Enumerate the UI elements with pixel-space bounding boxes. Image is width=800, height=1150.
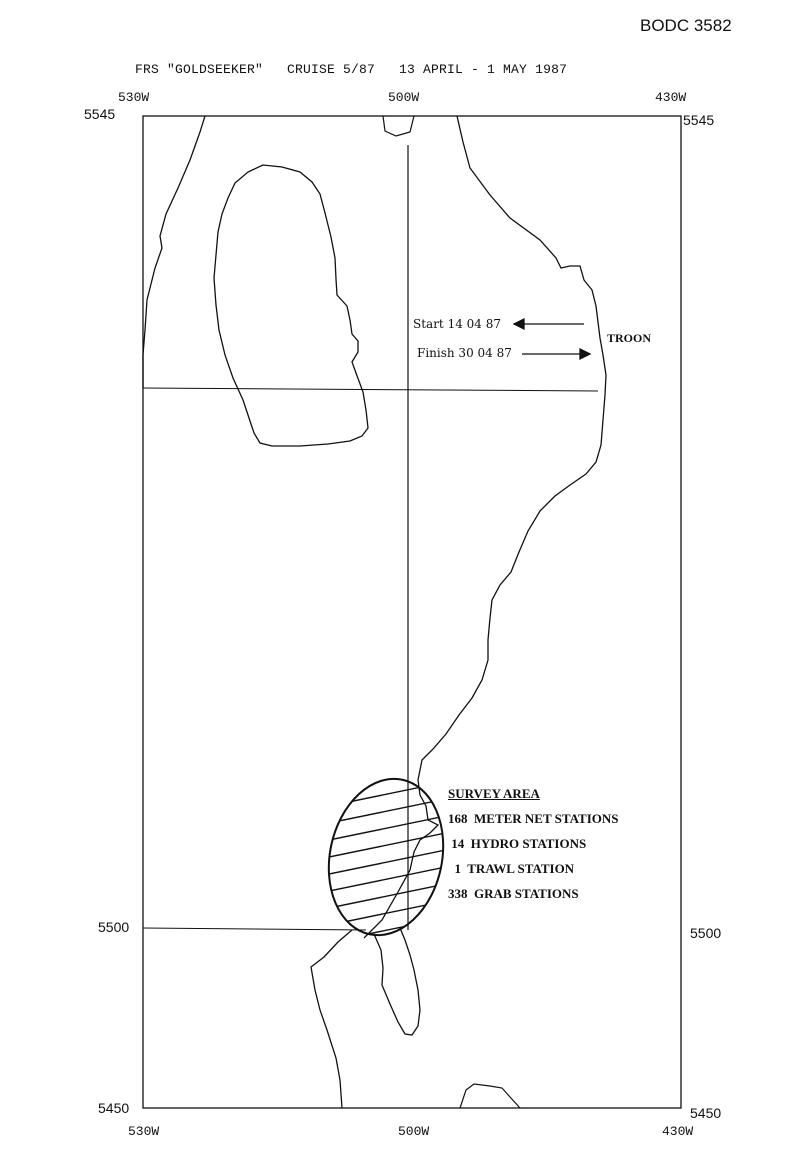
left-latitude-label-bottom: 5450 [98,1100,130,1116]
bottom-longitude-label-east: 430W [662,1124,694,1139]
survey-line-meter-net: 168 METER NET STATIONS [448,811,619,826]
troon-label: TROON [607,331,652,345]
small-island-bottom [460,1084,520,1108]
grid-parallel-5500 [143,928,366,930]
finish-label: Finish 30 04 87 [417,346,512,360]
bottom-longitude-label-center: 500W [398,1124,430,1139]
document-id: BODC 3582 [640,16,732,35]
left-latitude-label-top: 5545 [84,106,116,122]
right-latitude-label-top: 5545 [683,112,715,128]
top-longitude-label-west: 530W [118,90,150,105]
survey-line-trawl: 1 TRAWL STATION [448,861,575,876]
top-longitude-label-east: 430W [655,90,687,105]
right-latitude-label-middle: 5500 [690,925,722,941]
survey-area-heading: SURVEY AREA [448,786,540,801]
left-latitude-label-middle: 5500 [98,919,130,935]
west-coastline [143,116,205,388]
cruise-title: FRS "GOLDSEEKER" CRUISE 5/87 13 APRIL - 1 MAY 1987 [135,62,568,77]
top-longitude-label-center: 500W [388,90,420,105]
map-frame [143,116,681,1108]
finish-arrow [522,349,590,359]
south-peninsula [374,928,420,1035]
bottom-longitude-label-west: 530W [128,1124,160,1139]
survey-line-hydro: 14 HYDRO STATIONS [448,836,587,851]
survey-line-grab: 338 GRAB STATIONS [448,886,579,901]
start-label: Start 14 04 87 [413,317,502,331]
survey-area-hatching [300,760,470,948]
right-latitude-label-bottom: 5450 [690,1105,722,1121]
arran-island [214,165,368,446]
small-island-top [383,116,414,136]
grid-parallel-5530 [143,388,598,391]
southwest-coastline [311,930,352,1108]
start-arrow [514,319,584,329]
